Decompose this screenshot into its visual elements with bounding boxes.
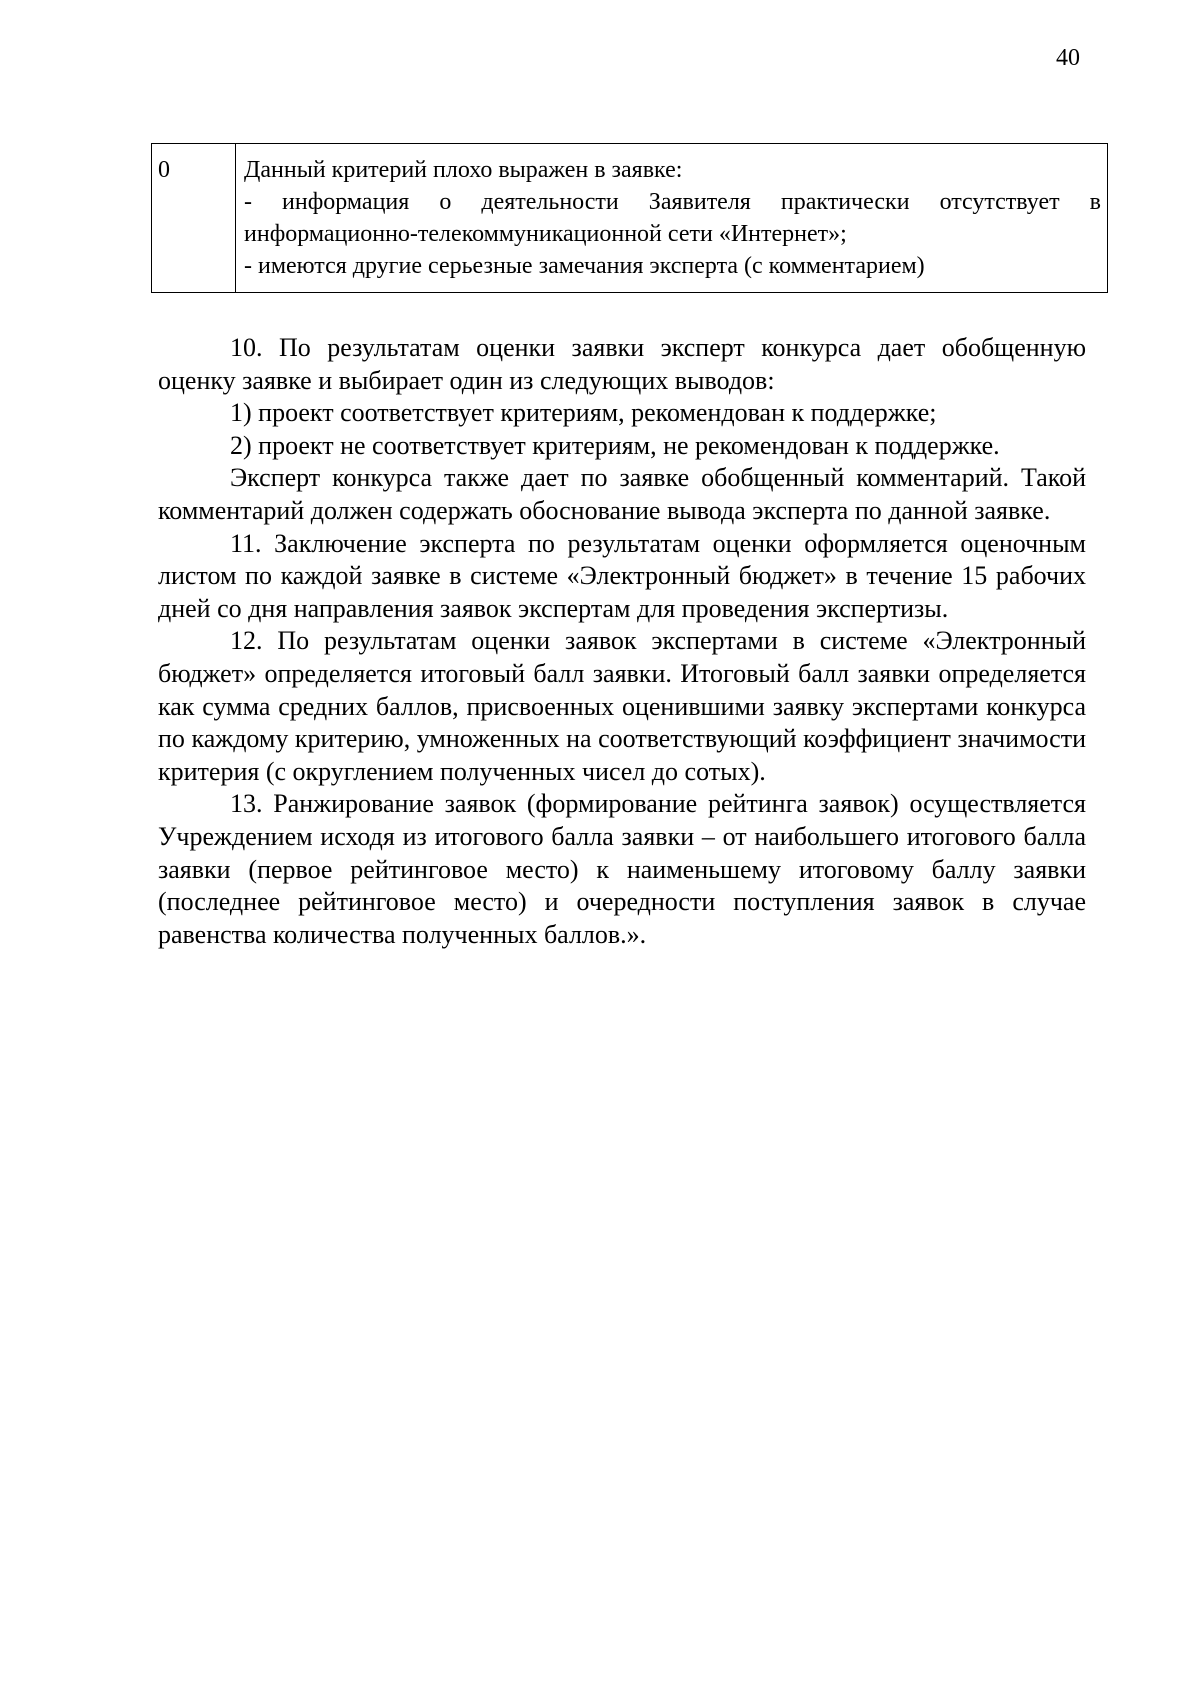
paragraph-10: 10. По результатам оценки заявки эксперт конкурса дает обобщенную оценку заявке и выбирает один из следующих выводов: — [158, 333, 1086, 395]
description-line: Данный критерий плохо выражен в заявке: — [244, 157, 683, 183]
paragraph-conclusion-1: 1) проект соответствует критериям, рекомендован к поддержке; — [230, 398, 937, 428]
criteria-table — [151, 143, 1108, 293]
description-line: - имеются другие серьезные замечания эксперта (с комментарием) — [244, 253, 925, 279]
paragraph-12: 12. По результатам оценки заявок экспертами в системе «Электронный бюджет» определяется итоговый балл заявки. Итоговый балл заявки определяется как сумма средних баллов, присвоенных оценившими заявку экспертами конкурса по каждому критерию, умноженных на соответствующий коэффициент значимости критерия (с округлением полученных чисел до сотых). — [158, 626, 1086, 786]
paragraph-expert-comment: Эксперт конкурса также дает по заявке обобщенный комментарий. Такой комментарий должен содержать обоснование вывода эксперта по данной заявке. — [158, 463, 1086, 525]
description-cell — [236, 144, 1108, 293]
table-row — [152, 144, 1108, 293]
description-line: - информация о деятельности Заявителя практически отсутствует в информационно-телекоммуникационной сети «Интернет»; — [244, 189, 1101, 247]
page-number: 40 — [1056, 45, 1080, 71]
paragraph-13: 13. Ранжирование заявок (формирование рейтинга заявок) осуществляется Учреждением исходя из итогового балла заявки – от наибольшего итогового балла заявки (первое рейтинговое место) к наименьшему итоговому баллу заявки (последнее рейтинговое место) и очередности поступления заявок в случае равенства количества полученных баллов.». — [158, 789, 1086, 949]
paragraph-conclusion-2: 2) проект не соответствует критериям, не рекомендован к поддержке. — [230, 430, 1000, 460]
body-text — [158, 332, 1086, 951]
paragraph-11: 11. Заключение эксперта по результатам оценки оформляется оценочным листом по каждой заявке в системе «Электронный бюджет» в течение 15 рабочих дней со дня направления заявок экспертам для проведения экспертизы. — [158, 528, 1086, 623]
score-cell: 0 — [152, 144, 236, 293]
